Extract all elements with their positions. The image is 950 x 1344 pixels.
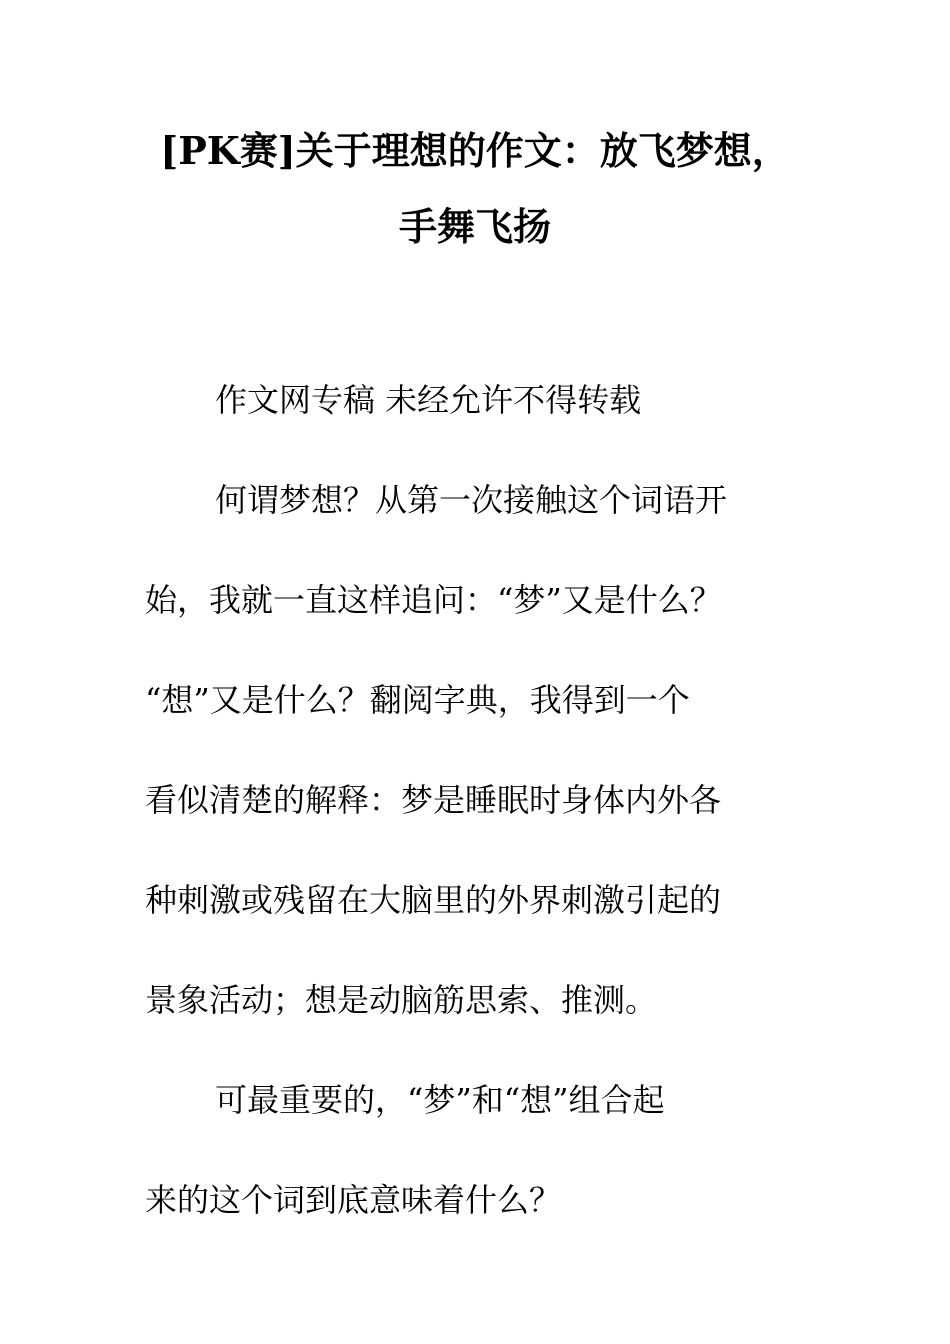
paragraph-2-line-2: 来的这个词到底意味着什么？: [145, 1181, 562, 1219]
document-title-line-1: [PK赛]关于理想的作文：放飞梦想，: [160, 128, 790, 173]
document-title-line-2: 手舞飞扬: [398, 204, 551, 249]
paragraph-1-line-1: 何谓梦想？从第一次接触这个词语开: [215, 481, 728, 519]
paragraph-1-line-3: “想”又是什么？翻阅字典，我得到一个: [145, 681, 690, 719]
paragraph-1-line-6: 景象活动；想是动脑筋思索、推测。: [145, 981, 658, 1019]
paragraph-1-line-5: 种刺激或残留在大脑里的外界刺激引起的: [145, 881, 722, 919]
byline: 作文网专稿 未经允许不得转载: [215, 381, 642, 419]
paragraph-1-line-2: 始，我就一直这样追问：“梦”又是什么？: [145, 581, 722, 619]
paragraph-1-line-4: 看似清楚的解释：梦是睡眠时身体内外各: [145, 781, 722, 819]
paragraph-2-line-1: 可最重要的，“梦”和“想”组合起: [215, 1081, 665, 1119]
